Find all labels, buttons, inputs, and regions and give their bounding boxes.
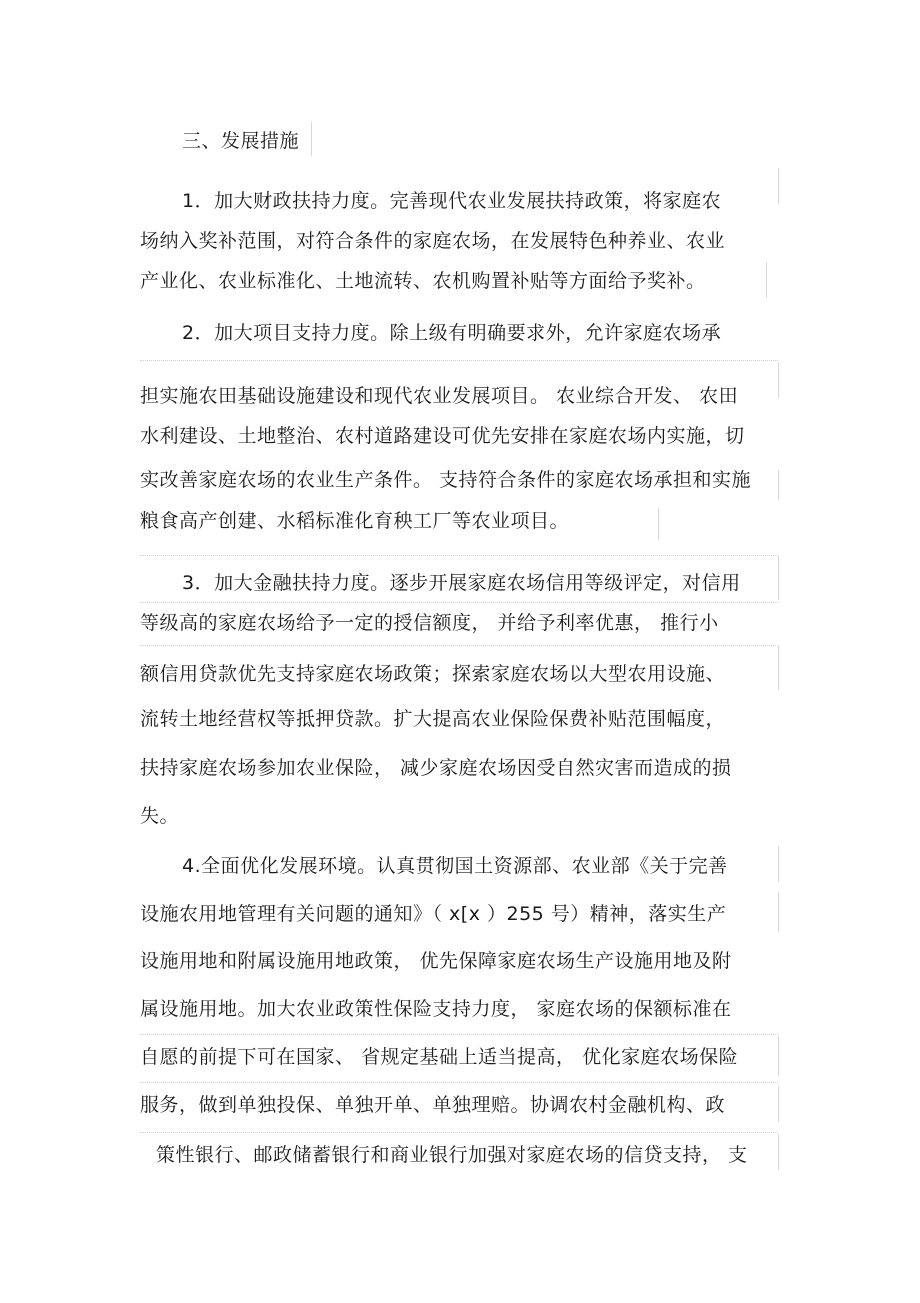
scan-rule [778, 1086, 779, 1122]
text-line: 自愿的前提下可在国家、 省规定基础上适当提高， 优化家庭农场保险 [140, 1046, 739, 1068]
section-heading: 三、发展措施 [182, 130, 300, 152]
scan-rule [778, 556, 779, 600]
text-line: 产业化、农业标准化、土地流转、农机购置补贴等方面给予奖补。 [140, 270, 706, 292]
scan-rule [658, 508, 659, 540]
text-line: 担实施农田基础设施建设和现代农业发展项目。 农业综合开发、 农田 [140, 385, 739, 407]
text-line: 扶持家庭农场参加农业保险， 减少家庭农场因受自然灾害而造成的损 [140, 757, 732, 779]
text-line: 2．加大项目支持力度。除上级有明确要求外，允许家庭农场承 [182, 322, 722, 344]
scan-dotted-line [140, 602, 778, 603]
text-line: 等级高的家庭农场给予一定的授信额度， 并给予利率优惠， 推行小 [140, 612, 719, 634]
text-line: 设施用地和附属设施用地政策， 优先保障家庭农场生产设施用地及附 [140, 950, 732, 972]
scan-rule [311, 122, 312, 156]
text-line: 实改善家庭农场的农业生产条件。 支持符合条件的家庭农场承担和实施 [140, 469, 752, 491]
scan-dotted-line [140, 1132, 778, 1133]
scan-dotted-line [140, 1034, 778, 1035]
text-line: 额信用贷款优先支持家庭农场政策；探索家庭农场以大型农用设施、 [140, 663, 726, 685]
scan-rule [778, 1134, 779, 1170]
text-line: 水利建设、土地整治、农村道路建设可优先安排在家庭农场内实施，切 [140, 425, 745, 447]
scan-dotted-line [140, 645, 778, 646]
scan-rule [778, 846, 779, 882]
text-line: 场纳入奖补范围，对符合条件的家庭农场，在发展特色种养业、农业 [140, 230, 726, 252]
scan-rule [778, 1036, 779, 1076]
scan-rule [778, 646, 779, 690]
text-line: 3．加大金融扶持力度。逐步开展家庭农场信用等级评定，对信用 [182, 572, 741, 594]
text-line: 1．加大财政扶持力度。完善现代农业发展扶持政策，将家庭农 [182, 190, 722, 212]
scan-rule [778, 362, 779, 398]
scan-dotted-line [140, 360, 778, 361]
text-line: 设施农用地管理有关问题的通知》（ x[x ）255 号）精神，落实生产 [140, 903, 727, 925]
scan-rule [778, 470, 779, 500]
text-line: 4.全面优化发展环境。认真贯彻国土资源部、农业部《关于完善 [182, 855, 728, 877]
text-line: 流转土地经营权等抵押贷款。扩大提高农业保险保费补贴范围幅度， [140, 708, 726, 730]
text-line: 失。 [140, 805, 180, 827]
scan-dotted-line [140, 1082, 778, 1083]
scan-dotted-line [140, 555, 778, 556]
text-line: 粮食高产创建、水稻标准化育秧工厂等农业项目。 [140, 510, 570, 532]
scan-rule [778, 168, 779, 204]
text-line: 属设施用地。加大农业政策性保险支持力度， 家庭农场的保额标准在 [140, 998, 732, 1020]
text-line: 服务，做到单独投保、单独开单、单独理赔。协调农村金融机构、政 [140, 1094, 726, 1116]
text-line: 策性银行、邮政储蓄银行和商业银行加强对家庭农场的信贷支持， 支 [156, 1144, 748, 1166]
scan-rule [766, 262, 767, 298]
scan-rule [778, 892, 779, 932]
